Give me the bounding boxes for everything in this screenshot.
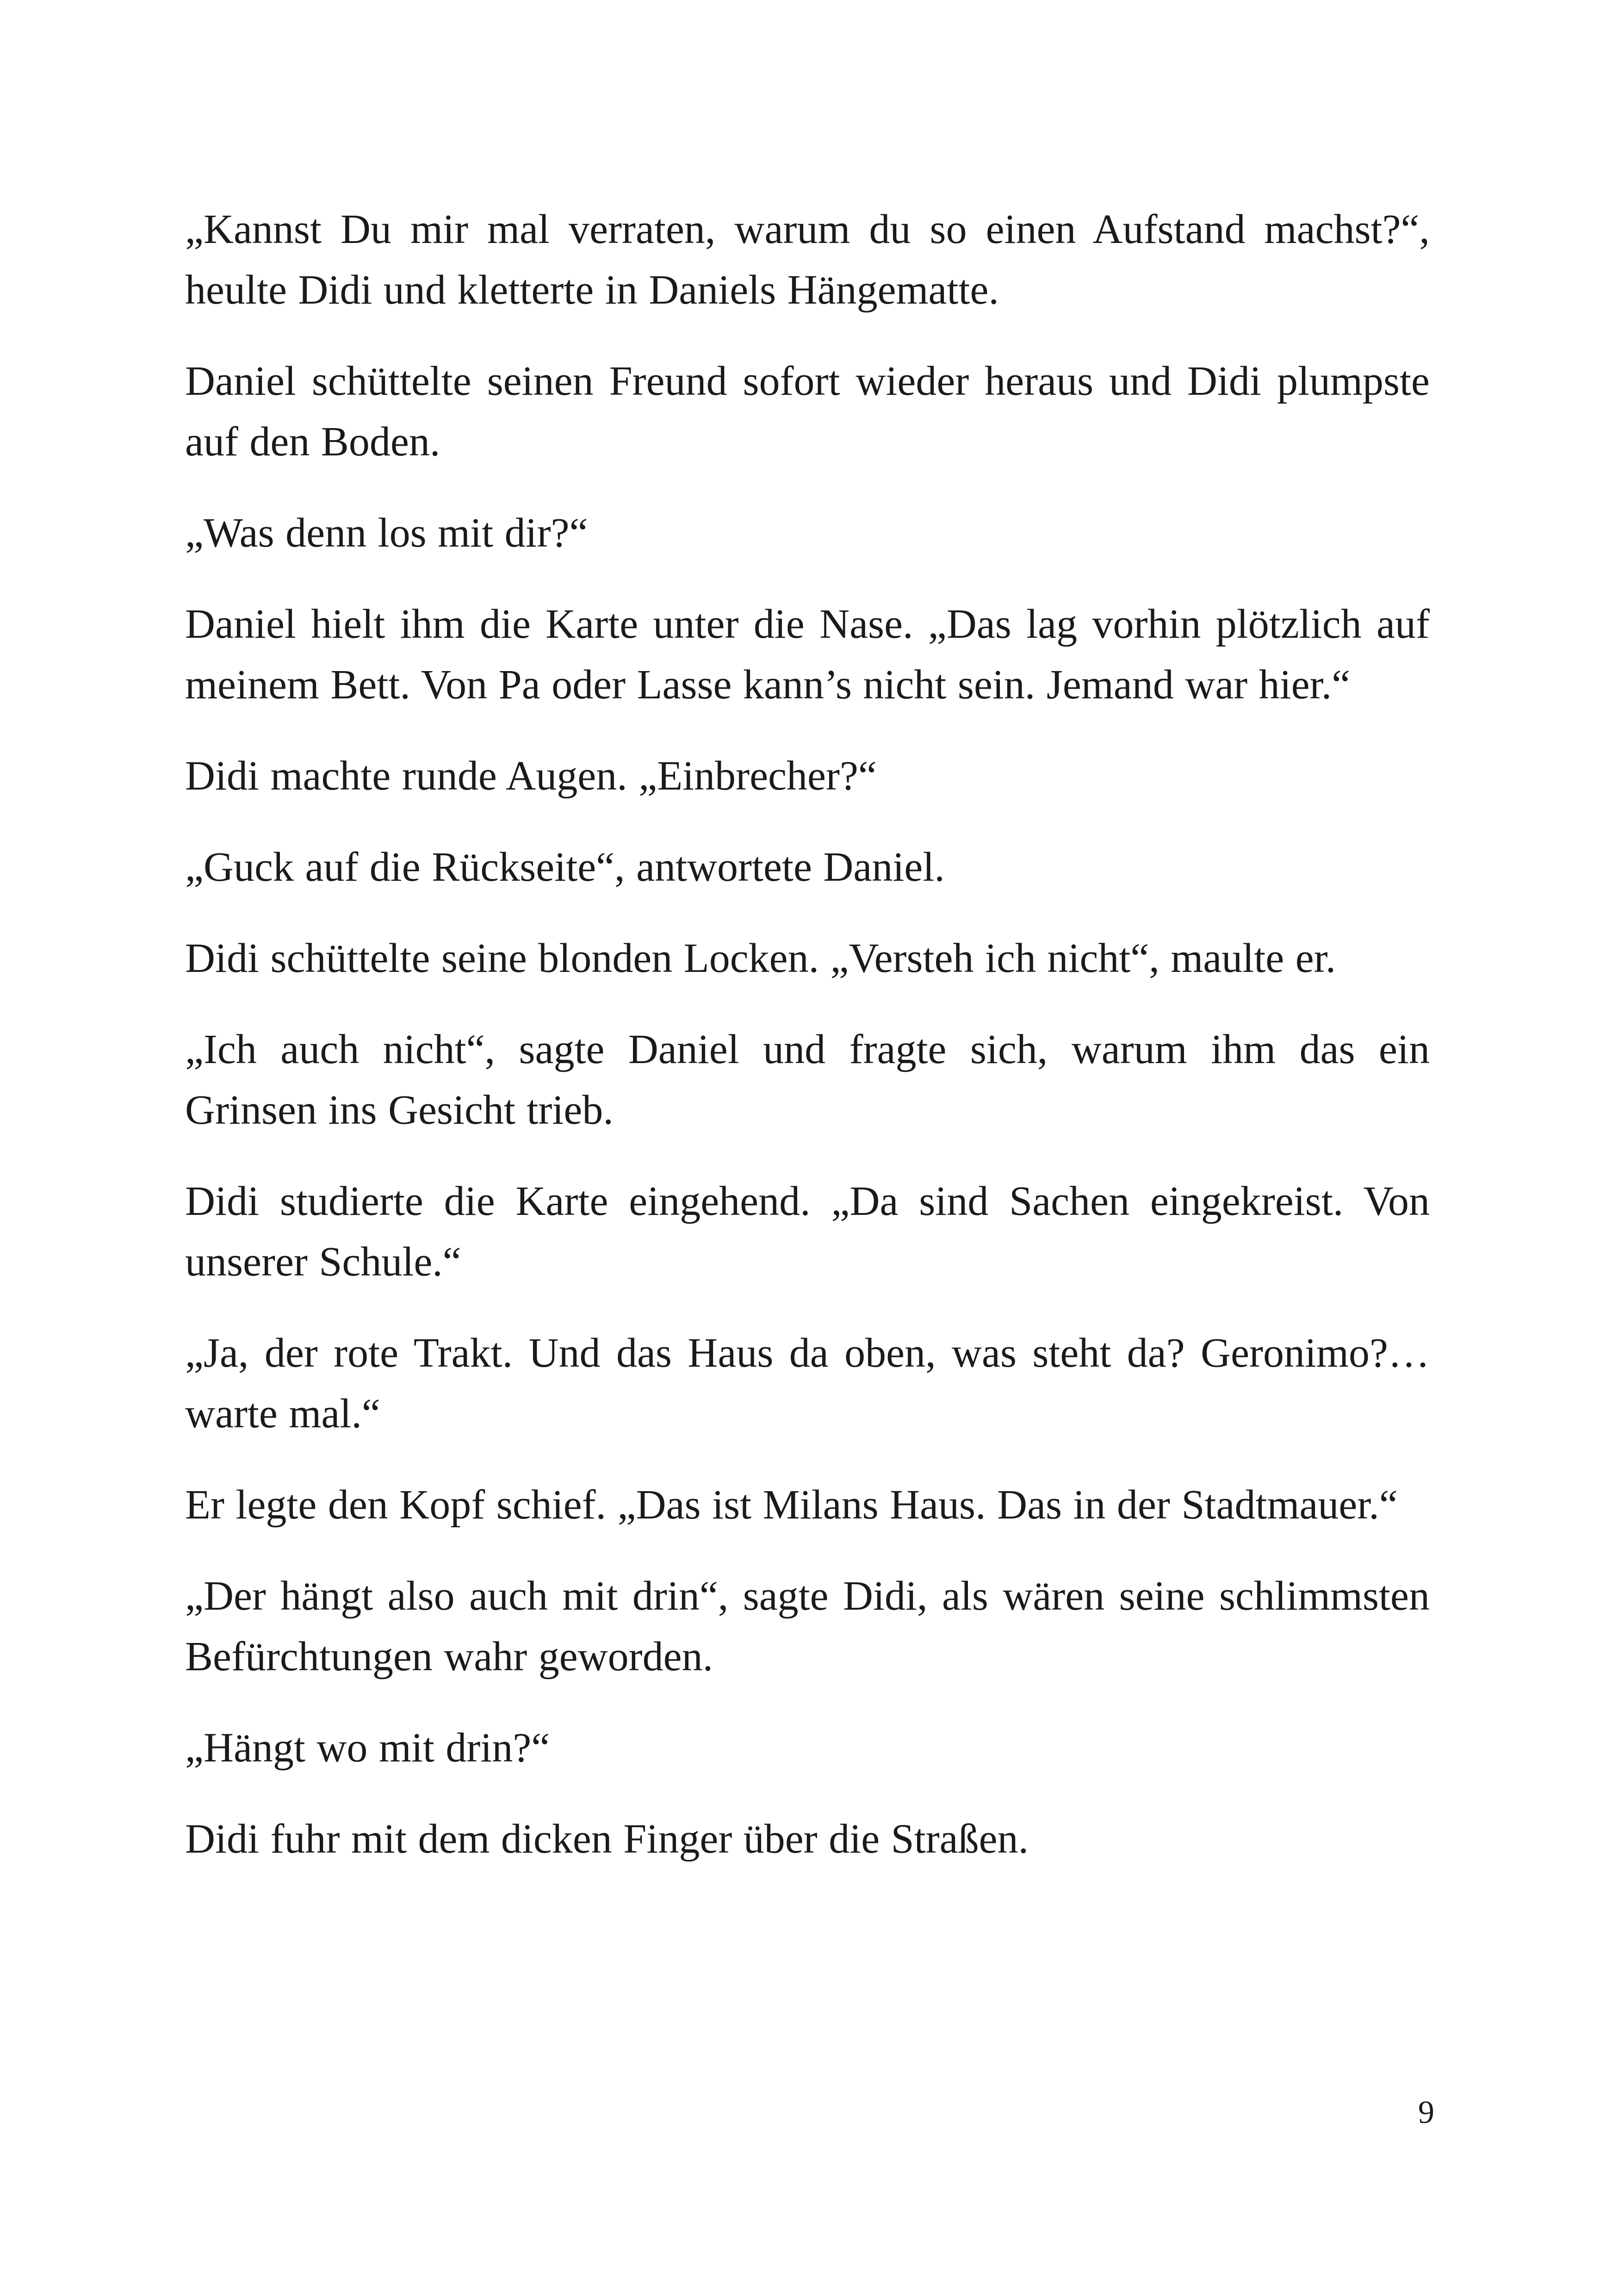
paragraph-3: „Was denn los mit dir?“ xyxy=(185,510,588,556)
paragraph-6: „Guck auf die Rückseite“, antwortete Daniel. xyxy=(185,844,945,890)
paragraph-13: „Hängt wo mit drin?“ xyxy=(185,1725,550,1771)
paragraph-8: „Ich auch nicht“, sagte Daniel und fragte sich, warum ihm das ein Grinsen ins Gesicht trieb. xyxy=(185,1027,1430,1133)
paragraph-5: Didi machte runde Augen. „Einbrecher?“ xyxy=(185,753,877,799)
paragraph-10: „Ja, der rote Trakt. Und das Haus da oben, was steht da? Geronimo?… warte mal.“ xyxy=(185,1330,1430,1437)
paragraph-9: Didi studierte die Karte eingehend. „Da sind Sachen eingekreist. Von unserer Schule.“ xyxy=(185,1178,1430,1285)
paragraph-2: Daniel schüttelte seinen Freund sofort wieder heraus und Didi plumpste auf den Boden. xyxy=(185,358,1430,465)
paragraph-12: „Der hängt also auch mit drin“, sagte Didi, als wären seine schlimmsten Befürchtungen wahr geworden. xyxy=(185,1573,1430,1680)
paragraph-11: Er legte den Kopf schief. „Das ist Milans Haus. Das in der Stadtmauer.“ xyxy=(185,1482,1398,1528)
paragraph-1: „Kannst Du mir mal verraten, warum du so einen Aufstand machst?“, heulte Didi und kletterte in Daniels Hängematte. xyxy=(185,206,1430,313)
paragraph-7: Didi schüttelte seine blonden Locken. „Versteh ich nicht“, maulte er. xyxy=(185,935,1336,981)
paragraph-4: Daniel hielt ihm die Karte unter die Nase. „Das lag vorhin plötzlich auf meinem Bett. Von Pa oder Lasse kann’s nicht sein. Jemand war hier.“ xyxy=(185,601,1430,708)
paragraph-14: Didi fuhr mit dem dicken Finger über die Straßen. xyxy=(185,1816,1029,1862)
text-column xyxy=(185,199,1430,1869)
page-number: 9 xyxy=(1418,2095,1434,2130)
